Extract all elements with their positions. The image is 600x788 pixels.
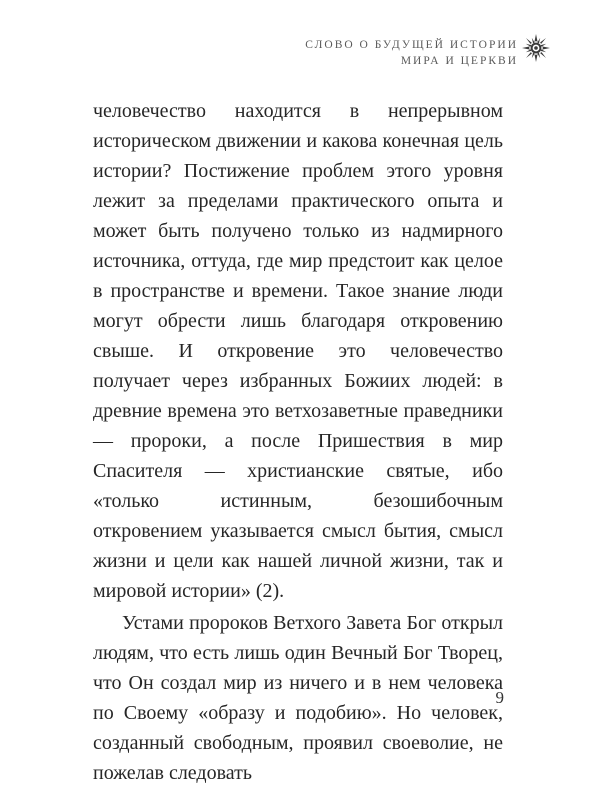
- running-header-line-1: СЛОВО О БУДУЩЕЙ ИСТОРИИ: [305, 39, 518, 51]
- paragraph-continued: человечество находится в непрерывном историческом движении и какова конечная цель истории? Постижение проблем этого уровня лежит за пределами практического опыта и может быть получено только из надмирного источника, оттуда, где мир предстоит как целое в пространстве и времени. Такое знание люди могут обрести лишь благодаря откровению свыше. И откровение это человечество получает через избранных Божиих людей: в древние времена это ветхозаветные праведники — пророки, а после Пришествия в мир Спасителя — христианские святые, ибо «только истинным, безошибочным откровением указывается смысл бытия, смысл жизни и цели как нашей личной жизни, так и мировой истории» (2).: [93, 100, 503, 602]
- page-number: 9: [495, 688, 504, 707]
- paragraph-new: Устами пророков Ветхого Завета Бог открыл людям, что есть лишь один Вечный Бог Творец, что Он создал мир из ничего и в нем человека по Своему «образу и подобию». Но человек, созданный свободным, проявил своеволие, не пожелав следовать: [93, 612, 503, 784]
- running-header: [305, 37, 518, 69]
- sun-star-ornament-icon: [522, 34, 550, 62]
- body-text: [93, 96, 503, 788]
- running-header-line-2: МИРА И ЦЕРКВИ: [400, 55, 518, 67]
